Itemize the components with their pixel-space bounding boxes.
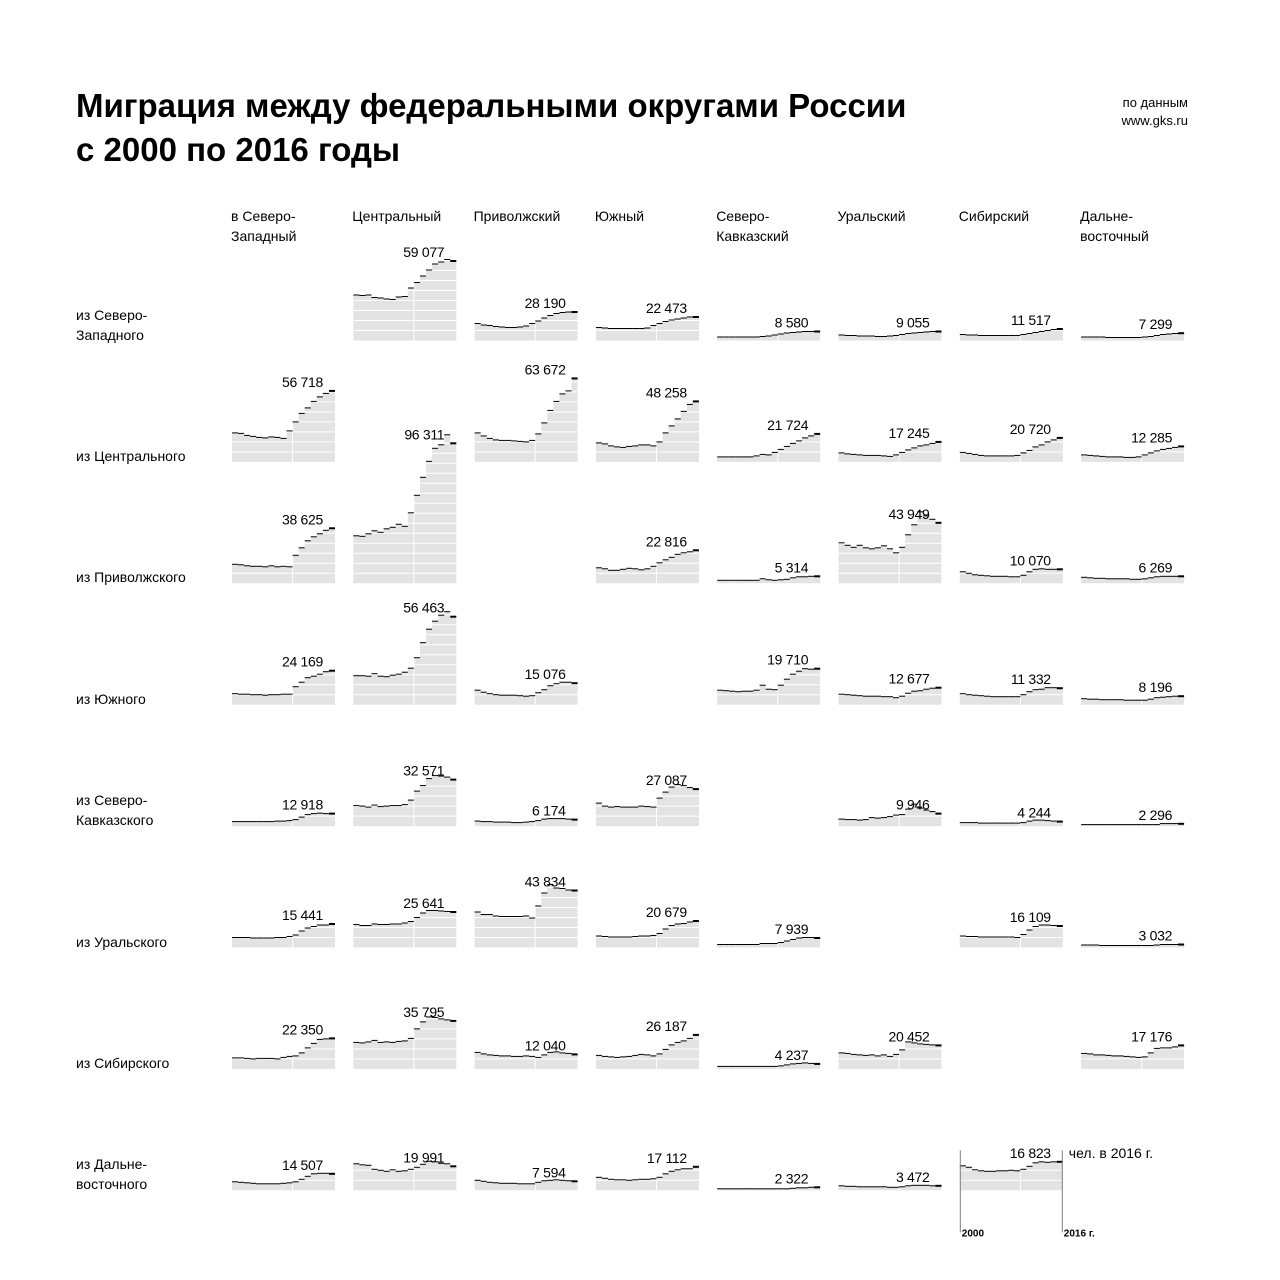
last-value-label: 48 258 bbox=[645, 384, 687, 401]
migration-cell bbox=[839, 671, 942, 705]
source-url[interactable]: www.gks.ru bbox=[1121, 113, 1188, 128]
last-value-label: 63 672 bbox=[524, 361, 566, 378]
last-value-label: 12 040 bbox=[524, 1037, 566, 1054]
last-value-label: 19 710 bbox=[767, 651, 809, 668]
last-value-label: 16 109 bbox=[1009, 909, 1051, 925]
last-value-label: 17 112 bbox=[646, 1149, 687, 1166]
series-area bbox=[353, 776, 456, 827]
series-area bbox=[960, 1162, 1063, 1191]
series-area bbox=[232, 1038, 335, 1069]
last-value-label: 26 187 bbox=[645, 1017, 687, 1034]
row-header-line: из Северо- bbox=[76, 306, 148, 323]
last-value-label: 8 580 bbox=[774, 314, 809, 331]
last-value-label: 22 350 bbox=[281, 1021, 323, 1038]
migration-cell bbox=[475, 874, 578, 948]
axis-label-end: 2016 г. bbox=[1063, 1228, 1095, 1240]
last-value-label: 4 237 bbox=[774, 1046, 809, 1063]
last-value-label: 16 823 bbox=[1009, 1144, 1051, 1161]
last-value-label: 35 795 bbox=[403, 1003, 445, 1020]
series-area bbox=[232, 528, 335, 583]
migration-cell bbox=[960, 671, 1063, 705]
last-value-label: 6 269 bbox=[1138, 559, 1173, 576]
migration-cell bbox=[475, 666, 578, 705]
last-value-label: 7 939 bbox=[774, 921, 809, 937]
migration-cell bbox=[717, 559, 820, 583]
migration-cell bbox=[596, 533, 699, 583]
last-value-label: 7 299 bbox=[1138, 316, 1173, 333]
series-area bbox=[353, 1017, 456, 1069]
migration-cell bbox=[839, 425, 942, 462]
row-header-line: из Приволжского bbox=[76, 569, 186, 586]
last-value-label: 20 452 bbox=[888, 1028, 930, 1045]
title-line-2: с 2000 по 2016 годы bbox=[76, 131, 401, 168]
last-value-label: 9 946 bbox=[895, 796, 930, 813]
migration-cell bbox=[717, 417, 820, 462]
row-header-line: Западного bbox=[76, 326, 144, 343]
migration-cell bbox=[232, 374, 335, 462]
last-value-label: 20 720 bbox=[1009, 420, 1051, 437]
column-header-line: восточный bbox=[1080, 228, 1149, 244]
column-header-line: Кавказский bbox=[716, 228, 789, 244]
series-area bbox=[717, 669, 820, 705]
last-value-label: 43 949 bbox=[888, 505, 930, 522]
row-header-line: из Дальне- bbox=[76, 1156, 148, 1173]
unit-label: чел. в 2016 г. bbox=[1068, 1144, 1154, 1161]
last-value-label: 2 322 bbox=[774, 1170, 809, 1187]
row-header-line: из Южного bbox=[76, 690, 146, 707]
migration-cell bbox=[839, 506, 942, 584]
last-value-label: 9 055 bbox=[895, 314, 930, 331]
last-value-label: 25 641 bbox=[403, 895, 445, 911]
last-value-label: 3 032 bbox=[1138, 927, 1173, 944]
last-value-label: 15 076 bbox=[524, 666, 566, 683]
migration-cell bbox=[232, 797, 335, 827]
row-header-line: из Центрального bbox=[76, 447, 186, 464]
migration-cell bbox=[596, 904, 699, 948]
column-header-line: в Северо- bbox=[231, 208, 296, 224]
migration-cell bbox=[353, 1149, 456, 1190]
last-value-label: 5 314 bbox=[774, 559, 809, 576]
migration-cell bbox=[232, 1157, 335, 1191]
column-header-line: Северо- bbox=[716, 208, 770, 224]
last-value-label: 12 285 bbox=[1131, 429, 1173, 446]
migration-cell bbox=[475, 361, 578, 462]
series-area bbox=[353, 612, 456, 705]
migration-cell bbox=[232, 511, 335, 583]
column-header-line: Западный bbox=[231, 228, 297, 244]
migration-cell bbox=[353, 895, 456, 948]
migration-cell bbox=[353, 426, 456, 583]
migration-cell bbox=[232, 907, 335, 948]
migration-cell bbox=[717, 1170, 820, 1190]
source-label: по данным bbox=[1122, 95, 1188, 110]
row-header-line: Кавказского bbox=[76, 812, 154, 829]
column-header-line: Уральский bbox=[837, 208, 906, 224]
migration-cell bbox=[232, 654, 335, 705]
migration-cell bbox=[717, 921, 820, 948]
migration-cell bbox=[717, 1047, 820, 1069]
migration-cell bbox=[232, 1021, 335, 1069]
last-value-label: 19 991 bbox=[403, 1149, 445, 1166]
last-value-label: 56 463 bbox=[403, 599, 445, 616]
last-value-label: 6 174 bbox=[532, 802, 566, 819]
migration-cell bbox=[596, 1150, 699, 1191]
migration-cell bbox=[839, 1028, 942, 1069]
series-area bbox=[717, 938, 820, 948]
last-value-label: 22 816 bbox=[645, 533, 687, 550]
series-area bbox=[960, 569, 1063, 584]
migration-cell bbox=[596, 384, 699, 462]
last-value-label: 12 918 bbox=[281, 796, 323, 813]
last-value-label: 17 245 bbox=[888, 424, 930, 441]
migration-cell bbox=[839, 1169, 942, 1191]
last-value-label: 32 571 bbox=[403, 762, 445, 779]
series-area bbox=[353, 911, 456, 948]
series-area bbox=[232, 1173, 335, 1190]
migration-cell bbox=[596, 772, 699, 826]
series-area bbox=[232, 813, 335, 826]
last-value-label: 14 507 bbox=[281, 1156, 323, 1173]
last-value-label: 43 834 bbox=[524, 873, 566, 890]
last-value-label: 24 169 bbox=[281, 653, 323, 670]
migration-cell bbox=[596, 300, 699, 341]
migration-cell bbox=[717, 315, 820, 341]
series-area bbox=[596, 785, 699, 827]
series-area bbox=[232, 671, 335, 705]
last-value-label: 11 332 bbox=[1010, 671, 1051, 688]
series-area bbox=[839, 1042, 942, 1069]
series-area bbox=[353, 435, 456, 584]
series-area bbox=[596, 550, 699, 583]
migration-cell bbox=[960, 1145, 1153, 1240]
row-header-line: из Сибирского bbox=[76, 1054, 170, 1071]
column-header-line: Дальне- bbox=[1080, 208, 1134, 224]
migration-cell bbox=[475, 803, 578, 827]
last-value-label: 22 473 bbox=[645, 300, 687, 316]
last-value-label: 3 472 bbox=[895, 1168, 930, 1185]
last-value-label: 38 625 bbox=[281, 511, 323, 528]
row-header-line: из Северо- bbox=[76, 792, 148, 809]
series-area bbox=[475, 1180, 578, 1191]
migration-cell bbox=[960, 312, 1063, 341]
axis-label-start: 2000 bbox=[961, 1228, 985, 1240]
column-header-line: Приволжский bbox=[473, 208, 561, 224]
migration-cell bbox=[960, 552, 1063, 583]
last-value-label: 10 070 bbox=[1009, 552, 1051, 569]
migration-cell bbox=[596, 1018, 699, 1069]
column-header-line: Южный bbox=[594, 208, 645, 224]
migration-cell bbox=[1081, 429, 1184, 462]
migration-cell bbox=[475, 295, 578, 341]
migration-cell bbox=[353, 763, 456, 827]
last-value-label: 56 718 bbox=[281, 373, 323, 390]
migration-cell bbox=[1081, 316, 1184, 340]
migration-cell bbox=[839, 797, 942, 827]
migration-cell bbox=[717, 652, 820, 705]
migration-cell bbox=[353, 600, 456, 705]
last-value-label: 4 244 bbox=[1017, 804, 1051, 821]
migration-cell bbox=[1081, 928, 1184, 948]
last-value-label: 17 176 bbox=[1131, 1028, 1173, 1045]
migration-cell bbox=[1081, 807, 1184, 826]
last-value-label: 96 311 bbox=[404, 426, 445, 443]
migration-cell bbox=[960, 805, 1063, 827]
column-header-line: Центральный bbox=[352, 208, 442, 224]
migration-cell bbox=[353, 244, 456, 341]
migration-cell bbox=[1081, 1028, 1184, 1069]
row-header-line: восточного bbox=[76, 1176, 148, 1193]
last-value-label: 20 679 bbox=[645, 904, 687, 920]
last-value-label: 28 190 bbox=[524, 295, 566, 311]
last-value-label: 12 677 bbox=[888, 670, 930, 687]
migration-cell bbox=[960, 421, 1063, 462]
last-value-label: 21 724 bbox=[767, 416, 809, 433]
migration-cell bbox=[839, 315, 942, 341]
last-value-label: 2 296 bbox=[1138, 806, 1173, 823]
last-value-label: 15 441 bbox=[281, 907, 323, 923]
migration-cell bbox=[475, 1164, 578, 1190]
last-value-label: 7 594 bbox=[532, 1164, 566, 1181]
migration-cell bbox=[1081, 559, 1184, 583]
row-header-line: из Уральского bbox=[76, 933, 168, 950]
last-value-label: 11 517 bbox=[1010, 312, 1051, 328]
migration-cell bbox=[960, 909, 1063, 948]
migration-cell bbox=[353, 1004, 456, 1069]
last-value-label: 27 087 bbox=[645, 772, 687, 789]
series-area bbox=[596, 1035, 699, 1069]
migration-cell bbox=[475, 1037, 578, 1069]
migration-cell bbox=[1081, 679, 1184, 705]
last-value-label: 8 196 bbox=[1138, 679, 1173, 696]
title-line-1: Миграция между федеральными округами России bbox=[76, 87, 907, 124]
series-area bbox=[475, 378, 578, 462]
column-header-line: Сибирский bbox=[958, 208, 1030, 224]
last-value-label: 59 077 bbox=[403, 244, 445, 260]
series-area bbox=[596, 921, 699, 948]
